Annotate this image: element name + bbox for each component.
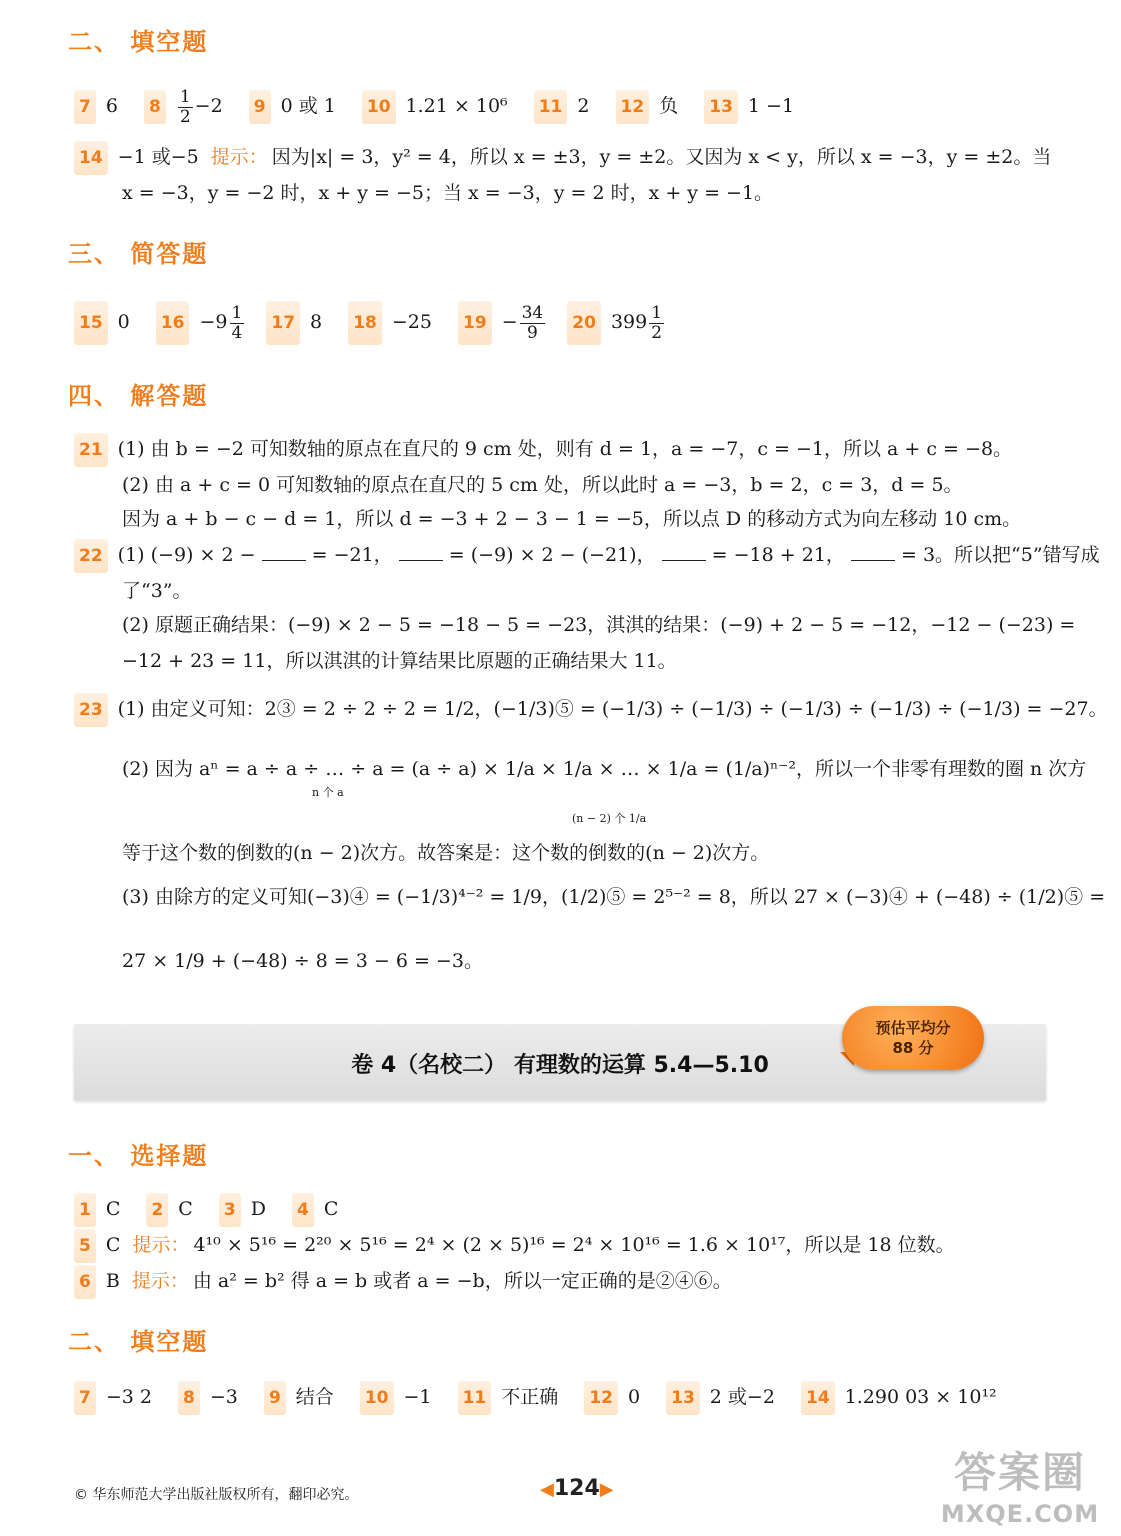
- answer-int: −9: [199, 311, 228, 333]
- question-number: 15: [74, 301, 108, 345]
- fraction: [178, 88, 193, 126]
- answer: 0: [117, 311, 130, 333]
- fill-blank: [262, 544, 306, 561]
- q23-underbrace-1: n 个 a: [312, 786, 344, 799]
- question-number: 19: [458, 301, 492, 345]
- q23-underbrace-2: (n − 2) 个 1/a: [572, 812, 647, 825]
- section-heading-solve: 四、 解答题: [68, 382, 209, 410]
- answer: −1: [403, 1386, 432, 1408]
- section-heading-choice: 一、 选择题: [68, 1142, 209, 1170]
- q23-line-5: 27 × 1/9 + (−48) ÷ 8 = 3 − 6 = −3。: [122, 950, 483, 972]
- q21-line-1: [74, 432, 1095, 467]
- answer: 1 −1: [747, 95, 795, 118]
- hint-label: 提示：: [210, 146, 268, 168]
- score-badge: [842, 1006, 984, 1070]
- section-heading-fill-b: 二、 填空题: [68, 1328, 209, 1356]
- answer: B: [105, 1270, 120, 1292]
- answer-int: 399: [610, 311, 648, 333]
- question-number: 8: [178, 1381, 200, 1415]
- question-number: 2: [146, 1193, 168, 1227]
- answer: 1.21 × 10⁶: [405, 95, 508, 118]
- test-title: 卷 4（名校二） 有理数的运算 5.4—5.10: [351, 1053, 769, 1078]
- question-number: 10: [360, 1381, 394, 1415]
- question-number: 7: [74, 90, 96, 124]
- numerator: 1: [231, 302, 243, 323]
- answer: 结合: [295, 1386, 334, 1408]
- choice-row-5: [74, 1228, 1095, 1263]
- solution-text: (1) (−9) × 2 −: [117, 544, 256, 566]
- question-number: 12: [616, 90, 650, 124]
- watermark-cn: 答案圈: [953, 1448, 1086, 1497]
- answer: −2: [194, 95, 223, 118]
- answer: 6: [105, 95, 118, 118]
- question-number: 7: [74, 1381, 96, 1415]
- question-number: 16: [156, 301, 190, 345]
- answer: C: [323, 1198, 339, 1220]
- q22-line-2: 了“3”。: [122, 580, 192, 602]
- question-number: 3: [219, 1193, 241, 1227]
- question-number: 14: [74, 141, 108, 175]
- answer: −3 2: [105, 1386, 152, 1408]
- fill-blank: [662, 544, 706, 561]
- answer: 负: [659, 95, 679, 118]
- q22-line-1: [74, 538, 1100, 573]
- fraction: [230, 304, 245, 342]
- q14-line-1: [74, 140, 1095, 175]
- answer: C: [105, 1234, 121, 1256]
- question-number: 20: [567, 301, 601, 345]
- question-number: 10: [362, 90, 396, 124]
- solution-text: = −18 + 21，: [711, 544, 845, 566]
- denominator: 4: [231, 322, 243, 343]
- short-answers-row: [74, 300, 1095, 345]
- answer: 2 或−2: [709, 1386, 775, 1408]
- question-number: 17: [266, 301, 300, 345]
- solution-text: (1) 由 b = −2 可知数轴的原点在直尺的 9 cm 处，则有 d = 1，a = −7，c = −1，所以 a + c = −8。: [117, 438, 1013, 460]
- question-number: 23: [74, 693, 108, 727]
- answer: −25: [391, 311, 432, 333]
- answer: 0: [627, 1386, 641, 1408]
- answer: 不正确: [501, 1386, 559, 1408]
- denominator: 9: [527, 322, 538, 343]
- denominator: 2: [179, 106, 191, 127]
- numerator: 1: [179, 87, 191, 107]
- hint-label: 提示：: [132, 1234, 190, 1256]
- question-number: 11: [534, 90, 568, 124]
- answer: −3: [209, 1386, 238, 1408]
- left-triangle-icon: ◀: [540, 1479, 554, 1500]
- denominator: 2: [651, 322, 663, 343]
- question-number: 13: [704, 90, 738, 124]
- answer: C: [105, 1198, 121, 1220]
- solution-text: (1) 由定义可知：2③ = 2 ÷ 2 ÷ 2 = 1/2，(−1/3)⑤ = (−1/3) ÷ (−1/3) ÷ (−1/3) ÷ (−1/3) ÷ (−1/3) = −27。: [117, 698, 1108, 720]
- choice-row-6: [74, 1264, 1095, 1299]
- badge-label: 预估平均分: [875, 1019, 951, 1037]
- q23-line-1: [74, 692, 1108, 727]
- hint-text: 4¹⁰ × 5¹⁶ = 2²⁰ × 5¹⁶ = 2⁴ × (2 × 5)¹⁶ = 2⁴ × 10¹⁶ = 1.6 × 10¹⁷，所以是 18 位数。: [193, 1234, 955, 1256]
- solution-text: = 3。所以把“5”错写成: [901, 544, 1100, 566]
- q21-line-2: (2) 由 a + c = 0 可知数轴的原点在直尺的 5 cm 处，所以此时 a = −3，b = 2，c = 3，d = 5。: [122, 474, 963, 496]
- question-number: 9: [249, 90, 271, 124]
- right-triangle-icon: ▶: [599, 1479, 614, 1500]
- fill-answers-row-b: [74, 1380, 1095, 1415]
- solution-text: = −21，: [311, 544, 393, 566]
- question-number: 11: [458, 1381, 492, 1415]
- answer-sign: −: [501, 311, 518, 333]
- answer: D: [250, 1198, 266, 1220]
- question-number: 1: [74, 1193, 96, 1227]
- answer: C: [178, 1198, 193, 1220]
- question-number: 8: [144, 90, 166, 124]
- section-heading-short: 三、 简答题: [68, 240, 209, 268]
- solution-text: = (−9) × 2 − (−21)，: [448, 544, 656, 566]
- watermark-en: MXQE.COM: [940, 1500, 1100, 1528]
- hint-label: 提示：: [131, 1270, 189, 1292]
- question-number: 6: [74, 1265, 96, 1299]
- q23-line-3: 等于这个数的倒数的(n − 2)次方。故答案是：这个数的倒数的(n − 2)次方。: [122, 842, 770, 864]
- question-number: 21: [74, 433, 108, 467]
- numerator: 34: [521, 302, 544, 323]
- numerator: 1: [651, 302, 663, 323]
- answer: 2: [577, 95, 590, 118]
- q21-line-3: 因为 a + b − c − d = 1，所以 d = −3 + 2 − 3 − 1 = −5，所以点 D 的移动方式为向左移动 10 cm。: [122, 508, 1022, 530]
- choice-row-1: [74, 1192, 1095, 1227]
- q22-line-3: (2) 原题正确结果：(−9) × 2 − 5 = −18 − 5 = −23，淇淇的结果：(−9) + 2 − 5 = −12，−12 − (−23) =: [122, 614, 1076, 636]
- copyright-notice: © 华东师范大学出版社版权所有，翻印必究。: [74, 1487, 359, 1503]
- q14-line-2: x = −3，y = −2 时，x + y = −5；当 x = −3，y = 2 时，x + y = −1。: [122, 182, 774, 204]
- watermark: [930, 1440, 1110, 1532]
- q23-line-4: (3) 由除方的定义可知(−3)④ = (−1/3)⁴⁻² = 1/9，(1/2)⑤ = 2⁵⁻² = 8，所以 27 × (−3)④ + (−48) ÷ (1/2)⑤ =: [122, 886, 1106, 908]
- fraction: [520, 304, 546, 342]
- question-number: 18: [348, 301, 382, 345]
- badge-score: 88 分: [892, 1039, 934, 1057]
- question-number: 5: [74, 1229, 96, 1263]
- page-number-value: 124: [553, 1476, 600, 1501]
- answer: 1.290 03 × 10¹²: [844, 1386, 997, 1408]
- q22-line-4: −12 + 23 = 11，所以淇淇的计算结果比原题的正确结果大 11。: [122, 650, 677, 672]
- answer: 0 或 1: [280, 95, 336, 118]
- hint-text: 由 a² = b² 得 a = b 或者 a = −b，所以一定正确的是②④⑥。: [192, 1270, 732, 1292]
- fill-blank: [851, 544, 895, 561]
- question-number: 4: [292, 1193, 314, 1227]
- answer: −1 或−5: [117, 146, 199, 168]
- fill-blank: [399, 544, 443, 561]
- page-number: [540, 1476, 614, 1501]
- fraction: [649, 304, 664, 342]
- question-number: 9: [264, 1381, 286, 1415]
- fill-answers-row-a: [74, 88, 1095, 126]
- hint-text: 因为|x| = 3，y² = 4，所以 x = ±3，y = ±2。又因为 x < y，所以 x = −3，y = ±2。当: [271, 146, 1052, 168]
- question-number: 13: [666, 1381, 700, 1415]
- answer: 8: [310, 311, 323, 333]
- question-number: 12: [584, 1381, 618, 1415]
- question-number: 14: [801, 1381, 835, 1415]
- question-number: 22: [74, 539, 108, 573]
- q23-line-2: (2) 因为 aⁿ = a ÷ a ÷ … ÷ a = (a ÷ a) × 1/a × 1/a × … × 1/a = (1/a)ⁿ⁻²，所以一个非零有理数的圈 n 次方: [122, 758, 1087, 780]
- section-heading-fill: 二、 填空题: [68, 28, 209, 56]
